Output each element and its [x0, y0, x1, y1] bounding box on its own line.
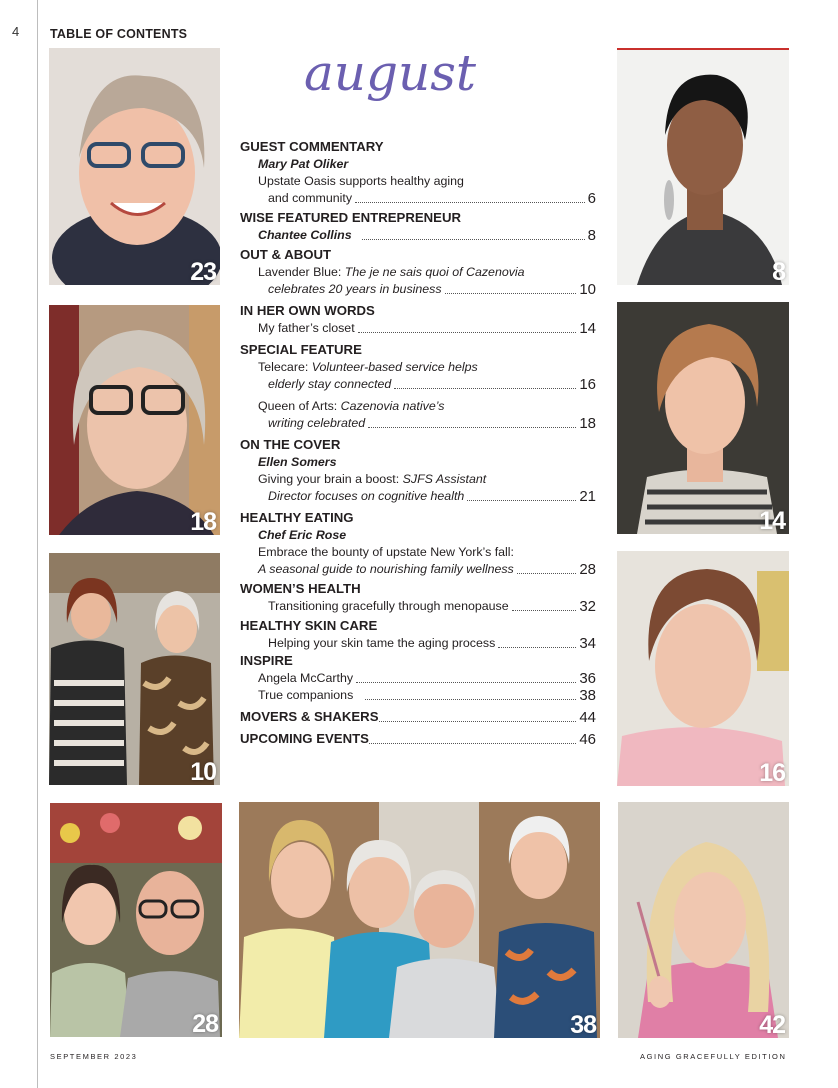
footer-edition: AGING GRACEFULLY EDITION	[640, 1052, 787, 1061]
page-ref: 46	[579, 731, 596, 748]
author-name: Ellen Somers	[258, 455, 337, 469]
toc-entry-skin-aging[interactable]: Helping your skin tame the aging process 34	[268, 635, 596, 652]
toc-entry-angela-mccarthy[interactable]: Angela McCarthy 36	[258, 670, 596, 687]
author-name: Mary Pat Oliker	[258, 157, 349, 171]
toc-entry-brain-boost[interactable]: Giving your brain a boost: SJFS Assistant Director focuses on cognitive health 21	[258, 472, 596, 505]
page-ref: 18	[579, 415, 596, 432]
photo-42	[618, 802, 789, 1038]
photo-38	[239, 802, 600, 1038]
table-of-contents	[240, 138, 596, 748]
page-ref: 8	[587, 227, 596, 244]
photo-page-number: 28	[192, 1010, 218, 1037]
photo-chantee-collins	[617, 50, 789, 285]
page-ref: 14	[579, 320, 596, 337]
section-on-the-cover: ON THE COVER	[240, 437, 341, 452]
photo-lavender-blue	[49, 553, 220, 785]
page-ref: 32	[579, 598, 596, 615]
author-name: Chef Eric Rose	[258, 528, 347, 542]
photo-14	[617, 302, 789, 534]
section-out-and-about: OUT & ABOUT	[240, 247, 332, 262]
photo-ellen-somers	[49, 305, 220, 535]
toc-entry-bounty-of-upstate[interactable]: Embrace the bounty of upstate New York’s fall: A seasonal guide to nourishing family wellness 28	[258, 545, 596, 578]
section-healthy-skin-care: HEALTHY SKIN CARE	[240, 618, 378, 633]
photo-28	[50, 803, 222, 1037]
section-label: TABLE OF CONTENTS	[50, 27, 188, 41]
section-womens-health: WOMEN’S HEALTH	[240, 581, 361, 596]
toc-entry-lavender-blue[interactable]: Lavender Blue: The je ne sais quoi of Cazenovia celebrates 20 years in business 10	[258, 265, 596, 298]
toc-entry-queen-of-arts[interactable]: Queen of Arts: Cazenovia native’s writing celebrated 18	[258, 399, 596, 432]
section-wise-featured-entrepreneur: WISE FEATURED ENTREPRENEUR	[240, 210, 462, 225]
toc-entry-upcoming-events[interactable]: UPCOMING EVENTS 46	[240, 731, 596, 748]
page-ref: 6	[587, 190, 596, 207]
toc-entry-telecare[interactable]: Telecare: Volunteer-based service helps elderly stay connected 16	[258, 360, 596, 393]
author-name: Chantee Collins	[258, 228, 352, 242]
month-title-text: august	[304, 44, 476, 102]
section-in-her-own-words: IN HER OWN WORDS	[240, 303, 375, 318]
page-ref: 44	[579, 709, 596, 726]
page-ref: 16	[579, 376, 596, 393]
photo-page-number: 8	[772, 258, 785, 285]
footer-issue-date: SEPTEMBER 2023	[50, 1052, 138, 1061]
page-ref: 34	[579, 635, 596, 652]
photo-page-number: 10	[190, 758, 216, 785]
photo-16	[617, 551, 789, 786]
photo-page-number: 16	[759, 759, 785, 786]
month-title	[300, 38, 530, 108]
photo-page-number: 38	[570, 1011, 596, 1038]
photo-mary-pat-oliker	[49, 48, 220, 285]
section-special-feature: SPECIAL FEATURE	[240, 342, 362, 357]
photo-page-number: 14	[759, 507, 785, 534]
toc-entry-movers-shakers[interactable]: MOVERS & SHAKERS 44	[240, 709, 596, 726]
photo-page-number: 42	[759, 1011, 785, 1038]
left-margin-rule	[37, 0, 38, 1088]
toc-entry-fathers-closet[interactable]: My father’s closet 14	[258, 320, 596, 337]
photo-page-number: 18	[190, 508, 216, 535]
toc-entry-chantee-collins[interactable]	[240, 227, 596, 244]
page-ref: 28	[579, 561, 596, 578]
page-number: 4	[12, 24, 20, 39]
toc-entry-menopause[interactable]: Transitioning gracefully through menopause 32	[268, 598, 596, 615]
section-inspire: INSPIRE	[240, 653, 293, 668]
photo-page-number: 23	[190, 258, 216, 285]
section-healthy-eating: HEALTHY EATING	[240, 510, 354, 525]
toc-entry-true-companions[interactable]: True companions 38	[258, 687, 596, 704]
page-ref: 36	[579, 670, 596, 687]
page-ref: 10	[579, 281, 596, 298]
section-guest-commentary: GUEST COMMENTARY	[240, 139, 384, 154]
page-ref: 38	[579, 687, 596, 704]
toc-entry-upstate-oasis[interactable]: Upstate Oasis supports healthy aging and community 6	[258, 174, 596, 207]
page-ref: 21	[579, 488, 596, 505]
